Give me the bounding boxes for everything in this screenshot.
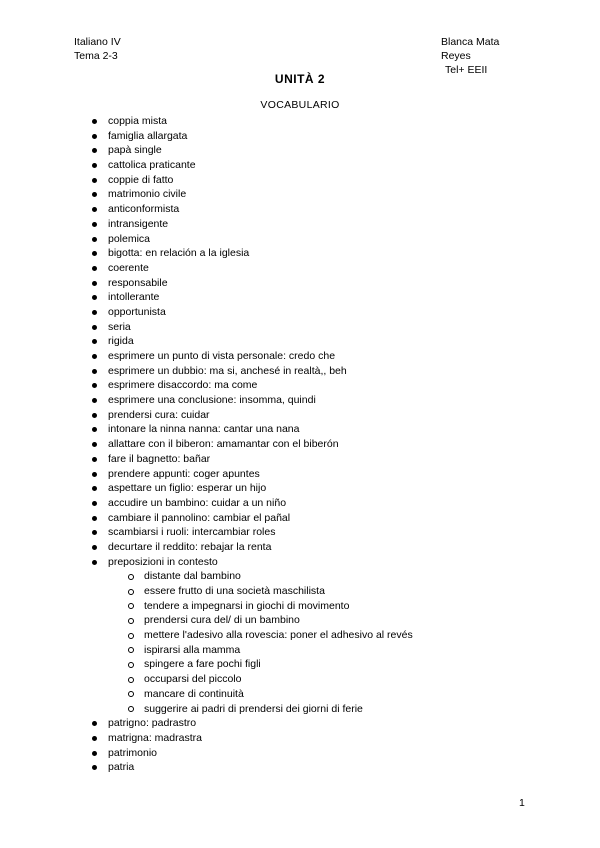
sub-list-item: tendere a impegnarsi in giochi di movimento [108, 599, 413, 614]
list-item: bigotta: en relación a la iglesia [108, 246, 413, 261]
list-item: intollerante [108, 290, 413, 305]
list-item: esprimere disaccordo: ma come [108, 378, 413, 393]
list-item: esprimere un punto di vista personale: credo che [108, 349, 413, 364]
list-item: coerente [108, 261, 413, 276]
sub-list-item: occuparsi del piccolo [108, 672, 413, 687]
list-item: matrimonio civile [108, 187, 413, 202]
sub-list-item: prendersi cura del/ di un bambino [108, 613, 413, 628]
list-item: prendere appunti: coger apuntes [108, 467, 413, 482]
list-item: patria [108, 760, 413, 775]
list-item: patrigno: padrastro [108, 716, 413, 731]
list-item: cambiare il pannolino: cambiar el pañal [108, 511, 413, 526]
sub-list-item: essere frutto di una società maschilista [108, 584, 413, 599]
author-group: Tel+ EEII [445, 64, 488, 76]
group-label: preposizioni in contesto [108, 555, 218, 568]
section-title: VOCABULARIO [260, 99, 340, 111]
list-item: cattolica praticante [108, 158, 413, 173]
list-item: intransigente [108, 217, 413, 232]
list-item: allattare con il biberon: amamantar con el biberón [108, 437, 413, 452]
page-title: UNITÀ 2 [274, 72, 326, 86]
course-name: Italiano IV [74, 36, 121, 48]
list-item: accudire un bambino: cuidar a un niño [108, 496, 413, 511]
sub-list-item: mancare di continuità [108, 687, 413, 702]
list-item: coppie di fatto [108, 173, 413, 188]
list-item: prendersi cura: cuidar [108, 408, 413, 423]
sub-list-item: distante dal bambino [108, 569, 413, 584]
sub-list-item: spingere a fare pochi figli [108, 657, 413, 672]
page-number: 1 [519, 797, 525, 809]
list-item: rigida [108, 334, 413, 349]
list-item: fare il bagnetto: bañar [108, 452, 413, 467]
list-item: esprimere una conclusione: insomma, quindi [108, 393, 413, 408]
topic-label: Tema 2-3 [74, 50, 118, 62]
author-name: Blanca Mata Reyes [441, 36, 500, 62]
sub-list-item: mettere l'adesivo alla rovescia: poner el adhesivo al revés [108, 628, 413, 643]
list-item: intonare la ninna nanna: cantar una nana [108, 422, 413, 437]
vocabulary-list [108, 114, 413, 775]
sub-list-item: suggerire ai padri di prendersi dei giorni di ferie [108, 702, 413, 717]
list-item: opportunista [108, 305, 413, 320]
list-item: seria [108, 320, 413, 335]
list-item: decurtare il reddito: rebajar la renta [108, 540, 413, 555]
header-right [441, 35, 526, 77]
list-item: responsabile [108, 276, 413, 291]
list-item: patrimonio [108, 746, 413, 761]
list-item: coppia mista [108, 114, 413, 129]
list-item: aspettare un figlio: esperar un hijo [108, 481, 413, 496]
sub-list [108, 569, 413, 716]
list-item-group [108, 555, 413, 717]
list-item: polemica [108, 232, 413, 247]
list-item: esprimere un dubbio: ma si, anchesé in realtà,, beh [108, 364, 413, 379]
list-item: famiglia allargata [108, 129, 413, 144]
sub-list-item: ispirarsi alla mamma [108, 643, 413, 658]
list-item: anticonformista [108, 202, 413, 217]
list-item: papà single [108, 143, 413, 158]
list-item: scambiarsi i ruoli: intercambiar roles [108, 525, 413, 540]
header-left [74, 35, 121, 63]
list-item: matrigna: madrastra [108, 731, 413, 746]
